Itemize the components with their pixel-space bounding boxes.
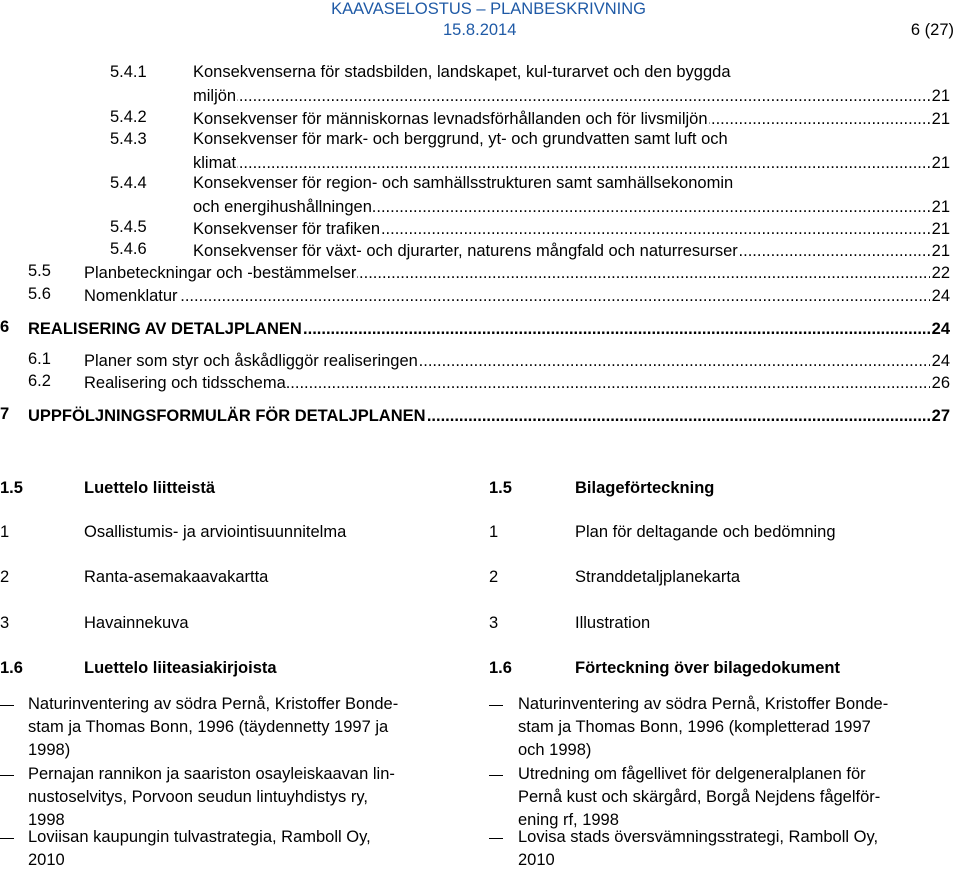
toc-entry-page: 21 xyxy=(931,87,950,105)
bullet-dash xyxy=(0,775,14,776)
toc-entry-title-line: klimat xyxy=(193,154,237,172)
toc-entry-title-line: miljön xyxy=(193,87,237,105)
background-doc-line: nustoselvitys, Porvoon seudun lintuyhdistys ry, xyxy=(28,788,368,806)
bullet-dash xyxy=(489,705,503,706)
attachment-title: Osallistumis- ja arviointisuunnitelma xyxy=(84,523,347,541)
attachment-title: Illustration xyxy=(575,614,651,632)
toc-entry-page: 21 xyxy=(931,220,950,238)
toc-entry-page: 24 xyxy=(931,320,950,338)
attachment-number: 3 xyxy=(0,614,10,632)
toc-entry-number: 5.4.6 xyxy=(110,240,147,258)
bg-docs-heading-sv: Förteckning över bilagedokument xyxy=(575,659,840,677)
toc-entry-page: 22 xyxy=(931,264,950,282)
toc-entry-number: 5.4.3 xyxy=(110,130,147,148)
bullet-dash xyxy=(0,705,14,706)
attachment-number: 2 xyxy=(0,568,10,586)
attachment-title: Plan för deltagande och bedömning xyxy=(575,523,836,541)
toc-entry-title-line: och energihushållningen xyxy=(193,198,372,216)
background-doc-line: Lovisa stads översvämningsstrategi, Ramboll Oy, xyxy=(518,828,879,846)
attachment-number: 3 xyxy=(489,614,499,632)
background-doc-line: Pernå kust och skärgård, Borgå Nejdens fågelför- xyxy=(518,788,881,806)
toc-entry-title-line: Planer som styr och åskådliggör realiseringen xyxy=(84,352,418,370)
toc-entry-title-line: Nomenklatur xyxy=(84,287,178,305)
toc-entry-page: 21 xyxy=(931,154,950,172)
bullet-dash xyxy=(489,838,503,839)
toc-entry-number: 5.4.2 xyxy=(110,108,147,126)
background-doc-line: och 1998) xyxy=(518,741,592,759)
attachments-heading-sv: Bilageförteckning xyxy=(575,479,715,497)
toc-leader-dots xyxy=(84,285,950,307)
toc-entry-page: 21 xyxy=(931,242,950,260)
toc-entry-number: 5.6 xyxy=(28,285,51,303)
toc-entry-number: 5.4.4 xyxy=(110,174,147,192)
toc-entry-page: 24 xyxy=(931,287,950,305)
toc-entry-title-line: UPPFÖLJNINGSFORMULÄR FÖR DETALJPLANEN xyxy=(28,407,426,425)
background-doc-line: 1998) xyxy=(28,741,71,759)
document-header-title: KAAVASELOSTUS – PLANBESKRIVNING xyxy=(331,0,646,18)
document-header-date: 15.8.2014 xyxy=(443,21,517,39)
toc-entry-page: 24 xyxy=(931,352,950,370)
bullet-dash xyxy=(0,838,14,839)
toc-entry-page: 27 xyxy=(931,407,950,425)
toc-entry-title-line: Konsekvenser för mark- och berggrund, yt- och grundvatten samt luft och xyxy=(193,130,728,148)
attachment-title: Stranddetaljplanekarta xyxy=(575,568,741,586)
background-doc-line: stam ja Thomas Bonn, 1996 (kompletterad 1997 xyxy=(518,718,871,736)
bullet-dash xyxy=(489,775,503,776)
bg-docs-heading-num-sv: 1.6 xyxy=(489,659,512,677)
background-doc-line: Naturinventering av södra Pernå, Kristoffer Bonde- xyxy=(518,695,889,713)
toc-entry-page: 21 xyxy=(931,198,950,216)
background-doc-line: Naturinventering av södra Pernå, Kristoffer Bonde- xyxy=(28,695,399,713)
toc-entry-number: 7 xyxy=(0,405,10,423)
toc-entry-number: 6.2 xyxy=(28,372,51,390)
toc-entry-title-line: Konsekvenser för trafiken xyxy=(193,220,381,238)
toc-entry-number: 5.4.1 xyxy=(110,63,147,81)
toc-entry-number: 6.1 xyxy=(28,350,51,368)
page-number: 6 (27) xyxy=(910,21,954,39)
attachment-title: Havainnekuva xyxy=(84,614,189,632)
background-doc-line: Pernajan rannikon ja saariston osayleiskaavan lin- xyxy=(28,765,395,783)
background-doc-line: 1998 xyxy=(28,811,65,829)
toc-entry-page: 21 xyxy=(931,110,950,128)
toc-entry-title-line: Konsekvenser för växt- och djurarter, naturens mångfald och naturresurser xyxy=(193,242,738,260)
toc-entry-title-line: Konsekvenser för människornas levnadsförhållanden och för livsmiljön xyxy=(193,110,708,128)
background-doc-line: 2010 xyxy=(518,851,555,869)
toc-leader-dots xyxy=(193,152,950,174)
background-doc-line: ening rf, 1998 xyxy=(518,811,619,829)
attachment-number: 1 xyxy=(0,523,10,541)
attachments-heading-num-fi: 1.5 xyxy=(0,479,23,497)
bg-docs-heading-fi: Luettelo liiteasiakirjoista xyxy=(84,659,277,677)
bg-docs-heading-num-fi: 1.6 xyxy=(0,659,23,677)
attachment-number: 2 xyxy=(489,568,499,586)
attachment-number: 1 xyxy=(489,523,499,541)
toc-entry-title-line: Realisering och tidsschema xyxy=(84,374,286,392)
background-doc-line: 2010 xyxy=(28,851,65,869)
attachments-heading-num-sv: 1.5 xyxy=(489,479,512,497)
toc-entry-title-line: REALISERING AV DETALJPLANEN xyxy=(28,320,302,338)
toc-entry-page: 26 xyxy=(931,374,950,392)
toc-entry-number: 6 xyxy=(0,318,10,336)
toc-entry-title-line: Konsekvenser för region- och samhällsstrukturen samt samhällsekonomin xyxy=(193,174,734,192)
background-doc-line: Utredning om fågellivet för delgeneralplanen för xyxy=(518,765,866,783)
background-doc-line: Loviisan kaupungin tulvastrategia, Ramboll Oy, xyxy=(28,828,371,846)
toc-entry-number: 5.4.5 xyxy=(110,218,147,236)
toc-leader-dots xyxy=(193,85,950,107)
toc-entry-number: 5.5 xyxy=(28,262,51,280)
toc-entry-title-line: Konsekvenserna för stadsbilden, landskapet, kul-turarvet och den byggda xyxy=(193,63,731,81)
background-doc-line: stam ja Thomas Bonn, 1996 (täydennetty 1997 ja xyxy=(28,718,389,736)
toc-entry-title-line: Planbeteckningar och -bestämmelser xyxy=(84,264,357,282)
attachment-title: Ranta-asemakaavakartta xyxy=(84,568,269,586)
attachments-heading-fi: Luettelo liitteistä xyxy=(84,479,216,497)
